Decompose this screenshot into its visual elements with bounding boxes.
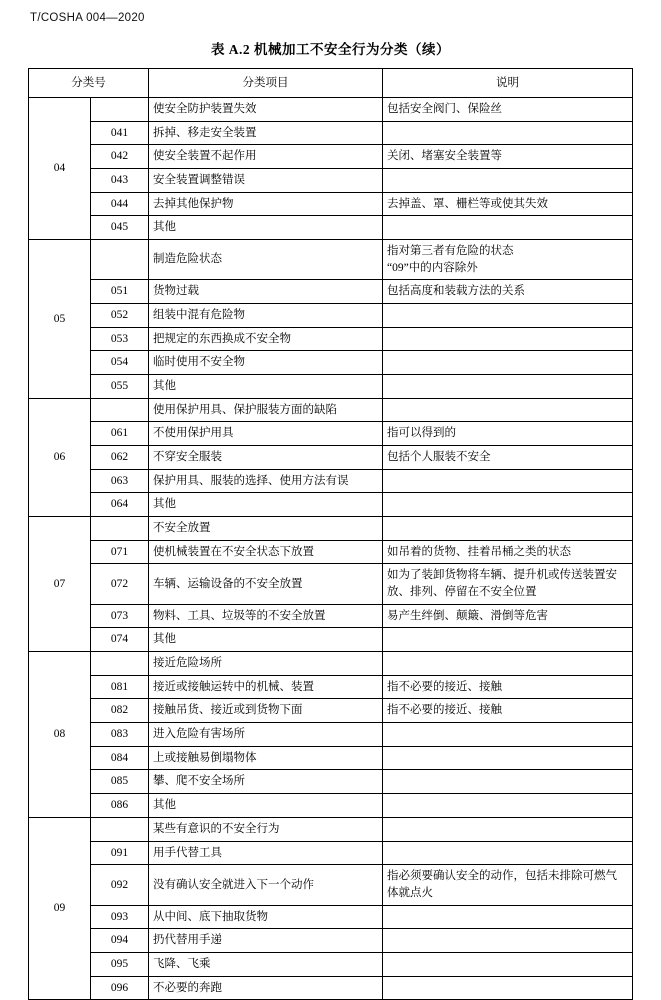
description-cell: [383, 169, 633, 193]
code-cell: [91, 652, 149, 676]
description-cell: 指对第三者有危险的状态 “09”中的内容除外: [383, 240, 633, 280]
table-row: [29, 746, 633, 770]
item-cell: 扔代替用手递: [149, 929, 383, 953]
table-row: [29, 98, 633, 122]
code-cell: 061: [91, 422, 149, 446]
item-cell: 临时使用不安全物: [149, 351, 383, 375]
table-row: [29, 770, 633, 794]
code-cell: 083: [91, 723, 149, 747]
description-cell: 包括个人服装不安全: [383, 446, 633, 470]
group-id-cell: 05: [29, 240, 91, 399]
table-row: [29, 398, 633, 422]
item-cell: 从中间、底下抽取货物: [149, 905, 383, 929]
description-cell: [383, 398, 633, 422]
table-row: [29, 564, 633, 604]
item-cell: 上或接触易倒塌物体: [149, 746, 383, 770]
description-cell: [383, 327, 633, 351]
code-cell: 064: [91, 493, 149, 517]
description-cell: [383, 652, 633, 676]
description-cell: 关闭、堵塞安全装置等: [383, 145, 633, 169]
table-row: [29, 375, 633, 399]
item-cell: 不安全放置: [149, 517, 383, 541]
item-cell: 使机械装置在不安全状态下放置: [149, 540, 383, 564]
table-head: [29, 69, 633, 98]
description-cell: 去掉盖、罩、栅栏等或使其失效: [383, 192, 633, 216]
header-cell-group: 分类号: [29, 69, 149, 98]
item-cell: 安全装置调整错误: [149, 169, 383, 193]
group-id-cell: 06: [29, 398, 91, 516]
item-cell: 使用保护用具、保护服装方面的缺陷: [149, 398, 383, 422]
table-row: [29, 493, 633, 517]
table-row: [29, 351, 633, 375]
item-cell: 使安全装置不起作用: [149, 145, 383, 169]
table-row: [29, 469, 633, 493]
code-cell: 063: [91, 469, 149, 493]
code-cell: [91, 517, 149, 541]
table-row: [29, 145, 633, 169]
item-cell: 用手代替工具: [149, 841, 383, 865]
table-row: [29, 976, 633, 1000]
code-cell: 054: [91, 351, 149, 375]
description-cell: [383, 905, 633, 929]
code-cell: 053: [91, 327, 149, 351]
standard-code-header: T/COSHA 004—2020: [30, 12, 145, 24]
code-cell: 041: [91, 121, 149, 145]
item-cell: 某些有意识的不安全行为: [149, 817, 383, 841]
table-title: 表 A.2 机械加工不安全行为分类（续）: [210, 42, 451, 57]
description-cell: 包括高度和装载方法的关系: [383, 280, 633, 304]
table-header-row: [29, 69, 633, 98]
item-cell: 把规定的东西换成不安全物: [149, 327, 383, 351]
code-cell: [91, 240, 149, 280]
item-cell: 不使用保护用具: [149, 422, 383, 446]
item-cell: 拆掉、移走安全装置: [149, 121, 383, 145]
code-cell: 052: [91, 304, 149, 328]
item-cell: 车辆、运输设备的不安全放置: [149, 564, 383, 604]
code-cell: 096: [91, 976, 149, 1000]
table-row: [29, 540, 633, 564]
group-id-cell: 07: [29, 517, 91, 652]
item-cell: 其他: [149, 628, 383, 652]
description-cell: [383, 746, 633, 770]
description-cell: [383, 841, 633, 865]
table-row: [29, 216, 633, 240]
table-row: [29, 952, 633, 976]
code-cell: 086: [91, 794, 149, 818]
description-cell: [383, 351, 633, 375]
code-cell: 044: [91, 192, 149, 216]
item-cell: 飞降、飞乘: [149, 952, 383, 976]
description-cell: [383, 216, 633, 240]
code-cell: 092: [91, 865, 149, 905]
table-row: [29, 422, 633, 446]
description-cell: [383, 817, 633, 841]
code-cell: 072: [91, 564, 149, 604]
item-cell: 其他: [149, 493, 383, 517]
item-cell: 使安全防护装置失效: [149, 98, 383, 122]
header-cell-desc: 说明: [383, 69, 633, 98]
table-row: [29, 652, 633, 676]
code-cell: 042: [91, 145, 149, 169]
item-cell: 接近危险场所: [149, 652, 383, 676]
code-cell: 091: [91, 841, 149, 865]
item-cell: 进入危险有害场所: [149, 723, 383, 747]
description-cell: 指必须要确认安全的动作，包括未排除可燃气体就点火: [383, 865, 633, 905]
table-row: [29, 304, 633, 328]
item-cell: 货物过载: [149, 280, 383, 304]
item-cell: 其他: [149, 794, 383, 818]
code-cell: 095: [91, 952, 149, 976]
code-cell: 062: [91, 446, 149, 470]
table-row: [29, 929, 633, 953]
item-cell: 保护用具、服装的选择、使用方法有误: [149, 469, 383, 493]
code-cell: [91, 98, 149, 122]
table-row: [29, 723, 633, 747]
table-row: [29, 905, 633, 929]
item-cell: 不穿安全服装: [149, 446, 383, 470]
table-row: [29, 169, 633, 193]
description-cell: [383, 493, 633, 517]
code-cell: 051: [91, 280, 149, 304]
table-row: [29, 699, 633, 723]
description-cell: [383, 952, 633, 976]
group-id-cell: 04: [29, 98, 91, 240]
code-cell: [91, 817, 149, 841]
item-cell: 制造危险状态: [149, 240, 383, 280]
code-cell: 093: [91, 905, 149, 929]
item-cell: 其他: [149, 216, 383, 240]
item-cell: 没有确认安全就进入下一个动作: [149, 865, 383, 905]
code-cell: 085: [91, 770, 149, 794]
code-cell: 055: [91, 375, 149, 399]
table-row: [29, 192, 633, 216]
table-row: [29, 628, 633, 652]
code-cell: [91, 398, 149, 422]
description-cell: 指不必要的接近、接触: [383, 675, 633, 699]
description-cell: [383, 628, 633, 652]
table-row: [29, 240, 633, 280]
item-cell: 不必要的奔跑: [149, 976, 383, 1000]
table-row: [29, 865, 633, 905]
description-cell: [383, 794, 633, 818]
item-cell: 去掉其他保护物: [149, 192, 383, 216]
table-row: [29, 675, 633, 699]
code-cell: 073: [91, 604, 149, 628]
table-row: [29, 817, 633, 841]
description-cell: 指不必要的接近、接触: [383, 699, 633, 723]
code-cell: 094: [91, 929, 149, 953]
code-cell: 081: [91, 675, 149, 699]
description-cell: 如为了装卸货物将车辆、提升机或传送装置安放、排列、停留在不安全位置: [383, 564, 633, 604]
group-id-cell: 09: [29, 817, 91, 999]
table-row: [29, 121, 633, 145]
code-cell: 082: [91, 699, 149, 723]
code-cell: 045: [91, 216, 149, 240]
item-cell: 接触吊货、接近或到货物下面: [149, 699, 383, 723]
table-row: [29, 446, 633, 470]
description-cell: [383, 929, 633, 953]
description-cell: [383, 375, 633, 399]
table-row: [29, 517, 633, 541]
code-cell: 074: [91, 628, 149, 652]
table-row: [29, 841, 633, 865]
table-row: [29, 280, 633, 304]
description-cell: [383, 121, 633, 145]
description-cell: [383, 723, 633, 747]
code-cell: 071: [91, 540, 149, 564]
table-body: [29, 98, 633, 1000]
description-cell: [383, 770, 633, 794]
table-row: [29, 604, 633, 628]
description-cell: 易产生绊倒、颠簸、滑倒等危害: [383, 604, 633, 628]
description-cell: [383, 976, 633, 1000]
description-cell: [383, 517, 633, 541]
description-cell: 如吊着的货物、挂着吊桶之类的状态: [383, 540, 633, 564]
item-cell: 物料、工具、垃圾等的不安全放置: [149, 604, 383, 628]
description-cell: 指可以得到的: [383, 422, 633, 446]
code-cell: 084: [91, 746, 149, 770]
item-cell: 其他: [149, 375, 383, 399]
description-cell: [383, 469, 633, 493]
item-cell: 组装中混有危险物: [149, 304, 383, 328]
description-cell: 包括安全阀门、保险丝: [383, 98, 633, 122]
table-row: [29, 794, 633, 818]
code-cell: 043: [91, 169, 149, 193]
header-cell-item: 分类项目: [149, 69, 383, 98]
description-cell: [383, 304, 633, 328]
group-id-cell: 08: [29, 652, 91, 818]
item-cell: 攀、爬不安全场所: [149, 770, 383, 794]
table-row: [29, 327, 633, 351]
item-cell: 接近或接触运转中的机械、装置: [149, 675, 383, 699]
classification-table: [28, 68, 633, 1000]
